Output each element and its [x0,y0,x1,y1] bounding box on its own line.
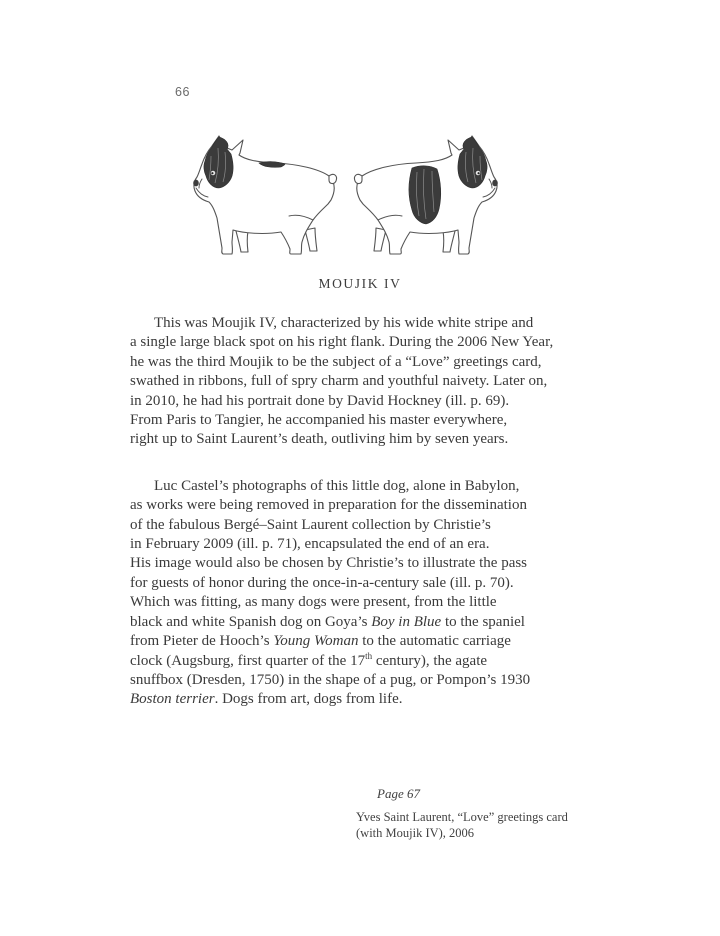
text-line: swathed in ribbons, full of spry charm and youthful naivety. Later on, [130,373,548,390]
text-line: Boston terrier. Dogs from art, dogs from life. [130,691,403,708]
illustration-caption: MOUJIK IV [318,276,402,291]
bulldog-right-drawing [354,136,497,254]
text-line: of the fabulous Bergé–Saint Laurent collection by Christie’s [130,516,491,533]
text-line: from Pieter de Hooch’s Young Woman to the automatic carriage [130,633,511,650]
text-line: right up to Saint Laurent’s death, outliving him by seven years. [130,431,509,448]
footer-caption [356,809,568,841]
text-line: His image would also be chosen by Christie’s to illustrate the pass [130,555,528,572]
text-line: in February 2009 (ill. p. 71), encapsulated the end of an era. [130,536,490,553]
paragraph [130,314,650,450]
footer-caption-line: (with Moujik IV), 2006 [356,826,475,840]
bulldog-illustration [190,126,502,260]
text-line: black and white Spanish dog on Goya’s Boy in Blue to the spaniel [130,613,525,630]
text-line: he was the third Moujik to be the subject of a “Love” greetings card, [130,353,542,370]
folio-page-number: 66 [175,85,190,99]
text-line: snuffbox (Dresden, 1750) in the shape of a pug, or Pompon’s 1930 [130,671,531,688]
text-line: as works were being removed in preparation for the dissemination [130,497,527,514]
text-line: This was Moujik IV, characterized by his wide white stripe and [154,315,534,331]
text-line: a single large black spot on his right flank. During the 2006 New Year, [130,334,554,351]
bulldog-left-drawing [193,136,336,254]
text-line: in 2010, he had his portrait done by David Hockney (ill. p. 69). [130,392,510,409]
text-line: clock (Augsburg, first quarter of the 17th century), the agate [130,650,488,669]
paragraph [130,477,650,710]
text-line: From Paris to Tangier, he accompanied his master everywhere, [130,412,508,429]
text-line: for guests of honor during the once-in-a-century sale (ill. p. 70). [130,574,514,591]
text-line: Which was fitting, as many dogs were present, from the little [130,594,497,611]
body-paragraphs [130,314,650,710]
footer-caption-line: Yves Saint Laurent, “Love” greetings card [356,810,568,824]
footer-page-reference: Page 67 [377,786,420,801]
text-line: Luc Castel’s photographs of this little dog, alone in Babylon, [154,477,520,494]
